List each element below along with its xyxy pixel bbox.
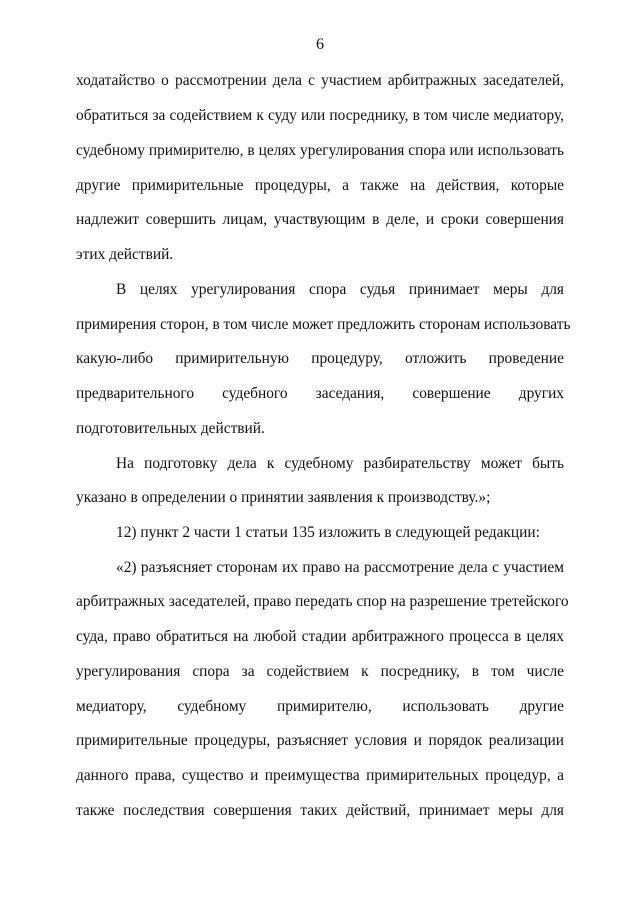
text-line: какую-либо примирительную процедуру, отложить проведение	[76, 350, 564, 367]
text-line: ходатайство о рассмотрении дела с участием арбитражных заседателей,	[76, 72, 564, 89]
text-line: В целях урегулирования спора судья принимает меры для	[116, 281, 564, 298]
text-line: «2) разъясняет сторонам их право на рассмотрение дела с участием	[116, 559, 564, 576]
text-line: На подготовку дела к судебному разбирательству может быть	[116, 455, 564, 472]
text-line: также последствия совершения таких действий, принимает меры для	[76, 802, 564, 819]
text-line: подготовительных действий.	[76, 420, 265, 437]
text-line: урегулирования спора за содействием к посреднику, в том числе	[76, 663, 564, 680]
text-line: другие примирительные процедуры, а также на действия, которые	[76, 177, 564, 194]
text-line: данного права, существо и преимущества примирительных процедур, а	[76, 767, 564, 784]
text-line: суда, право обратиться на любой стадии арбитражного процесса в целях	[76, 628, 564, 645]
page-number: 6	[316, 36, 324, 53]
text-line: указано в определении о принятии заявления к производству.»;	[76, 489, 491, 506]
text-line: 12) пункт 2 части 1 статьи 135 изложить в следующей редакции:	[116, 524, 540, 541]
text-line: судебному примирителю, в целях урегулирования спора или использовать	[76, 142, 564, 159]
text-line: примирения сторон, в том числе может предложить сторонам использовать	[76, 316, 571, 333]
text-line: примирительные процедуры, разъясняет условия и порядок реализации	[76, 732, 564, 749]
text-line: надлежит совершить лицам, участвующим в деле, и сроки совершения	[76, 211, 564, 228]
text-line: обратиться за содействием к суду или посреднику, в том числе медиатору,	[76, 107, 564, 124]
text-line: этих действий.	[76, 246, 174, 263]
text-line: арбитражных заседателей, право передать спор на разрешение третейского	[76, 593, 569, 610]
text-line: предварительного судебного заседания, совершение других	[76, 385, 564, 402]
text-line: медиатору, судебному примирителю, использовать другие	[76, 698, 564, 715]
